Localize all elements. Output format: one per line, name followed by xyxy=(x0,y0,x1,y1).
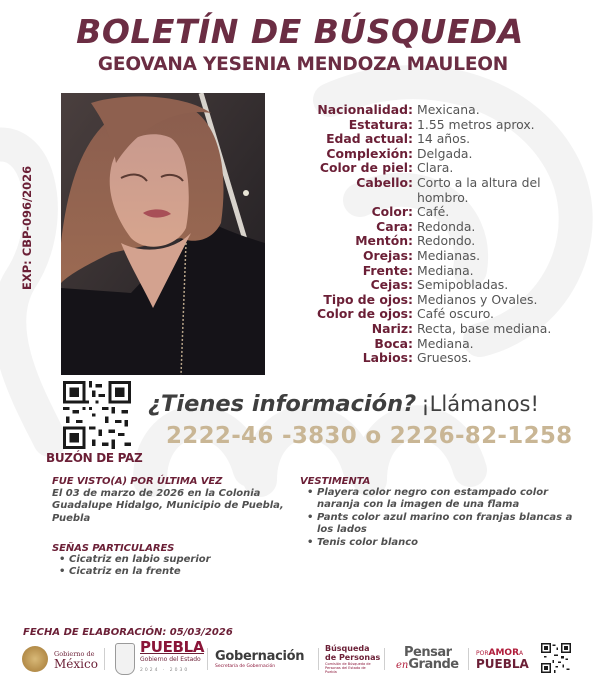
logo-text: Gobernación xyxy=(215,649,305,664)
divider xyxy=(104,648,105,670)
logo-text: Secretaría de Gobernación xyxy=(215,664,276,669)
logo-pensar-en-grande xyxy=(396,640,459,678)
logo-text: Búsqueda xyxy=(325,644,370,653)
logo-gobernacion xyxy=(215,640,304,678)
attr-label: Color: xyxy=(371,204,413,220)
attr-value: Redonda. xyxy=(417,218,476,234)
elaboration-date: FECHA DE ELABORACIÓN: 05/03/2026 xyxy=(23,627,233,638)
attr-value: Gruesos. xyxy=(417,350,472,366)
attr-label: Cabello: xyxy=(356,174,413,190)
clothing-list xyxy=(300,487,590,549)
logo-text: PUEBLA xyxy=(140,638,205,656)
logo-text: 2024 · 2030 xyxy=(140,668,190,673)
attr-row-edad xyxy=(300,132,600,147)
last-seen-text: El 03 de marzo de 2026 en la Colonia Guadalupe Hidalgo, Municipio de Puebla, Puebla xyxy=(52,488,284,524)
attr-row-color xyxy=(300,205,600,220)
photo-illustration xyxy=(61,93,265,375)
attr-label: Nacionalidad: xyxy=(317,102,413,117)
attr-value: Delgada. xyxy=(417,145,473,161)
qr-code-buzon-de-paz[interactable] xyxy=(63,381,131,449)
qr-label: BUZÓN DE PAZ xyxy=(46,451,143,465)
information-heading xyxy=(148,391,539,417)
divider xyxy=(207,648,208,670)
logo-text: POR xyxy=(476,649,489,657)
list-item: • Tenis color blanco xyxy=(300,537,590,549)
call-us-text: ¡Llámanos! xyxy=(421,392,539,416)
physical-attributes xyxy=(300,103,600,366)
phone-numbers[interactable]: 2222-46 -3830 o 2226-82-1258 xyxy=(166,423,573,449)
list-item: • Cicatriz en la frente xyxy=(52,566,292,578)
clothing-section xyxy=(300,476,590,549)
footer-logos xyxy=(22,640,582,678)
logo-text: México xyxy=(54,657,98,671)
attr-label: Edad actual: xyxy=(326,131,413,147)
attr-value: 14 años. xyxy=(417,131,471,147)
divider xyxy=(318,648,319,670)
attr-value: Café. xyxy=(417,204,450,220)
attr-value: Medianos y Ovales. xyxy=(417,291,538,307)
logo-text: AMOR xyxy=(488,647,520,658)
attr-row-menton xyxy=(300,234,600,249)
list-item: • Pants color azul marino con franjas blancas a los lados xyxy=(300,512,590,537)
list-item: • Cicatriz en labio superior xyxy=(52,554,292,566)
person-name: GEOVANA YESENIA MENDOZA MAULEON xyxy=(97,54,509,75)
attr-label: Frente: xyxy=(362,262,413,278)
attr-row-complexion xyxy=(300,147,600,162)
attr-row-cabello xyxy=(300,176,600,205)
last-seen-section xyxy=(52,476,292,525)
attr-row-orejas xyxy=(300,249,600,264)
attr-row-nariz xyxy=(300,322,600,337)
attr-value: Mediana. xyxy=(417,262,474,278)
attr-value: Corto a la altura del hombro. xyxy=(417,174,541,205)
attr-row-boca xyxy=(300,337,600,352)
divider xyxy=(384,648,385,670)
attr-label: Boca: xyxy=(374,335,413,351)
attr-label: Orejas: xyxy=(363,247,413,263)
attr-value: Redondo. xyxy=(417,233,476,249)
attr-row-estatura xyxy=(300,118,600,133)
logo-text: de Personas xyxy=(325,653,381,662)
distinguishing-marks-heading: SEÑAS PARTICULARES xyxy=(52,543,175,554)
logo-puebla-gobierno xyxy=(115,640,204,678)
attr-row-frente xyxy=(300,264,600,279)
logo-text: A xyxy=(519,649,524,657)
attr-label: Labios: xyxy=(362,350,413,366)
attr-row-color-ojos xyxy=(300,307,600,322)
attr-label: Nariz: xyxy=(371,320,413,336)
attr-label: Color de piel: xyxy=(319,160,413,176)
attr-row-cejas xyxy=(300,278,600,293)
list-item: • Playera color negro con estampado color naranja con la imagen de una flama xyxy=(300,487,590,512)
attr-row-cara xyxy=(300,220,600,235)
attr-row-tipo-ojos xyxy=(300,293,600,308)
attr-row-labios xyxy=(300,351,600,366)
logo-text: Comisión de Búsqueda de Personas del Estado de Puebla xyxy=(325,662,371,674)
case-number: EXP: CBP-096/2026 xyxy=(20,165,34,290)
attr-label: Cejas: xyxy=(370,277,413,293)
logo-gobierno-de-mexico xyxy=(22,640,98,678)
logo-por-amor-a-puebla xyxy=(476,640,529,678)
attr-label: Complexión: xyxy=(326,145,413,161)
logo-text: PUEBLA xyxy=(476,656,529,671)
attr-label: Cara: xyxy=(376,218,413,234)
logo-text: Grande xyxy=(408,657,459,672)
missing-person-photo xyxy=(61,93,265,375)
attr-label: Estatura: xyxy=(348,116,413,132)
attr-value: Mediana. xyxy=(417,335,474,351)
distinguishing-marks-list xyxy=(52,554,292,579)
attr-value: Café oscuro. xyxy=(417,306,494,322)
divider xyxy=(468,648,469,670)
attr-value: Mexicana. xyxy=(417,102,480,117)
logo-text: en xyxy=(396,660,409,671)
question-text: ¿Tienes información? xyxy=(148,391,417,417)
logo-busqueda-de-personas xyxy=(325,640,380,678)
attr-value: Recta, base mediana. xyxy=(417,320,552,336)
footer-qr-code[interactable] xyxy=(541,643,571,673)
puebla-crest-icon xyxy=(115,643,135,675)
logo-text: Gobierno de xyxy=(54,650,95,658)
logo-text: Gobierno del Estado xyxy=(140,653,204,665)
attr-label: Mentón: xyxy=(355,233,413,249)
page-title: BOLETÍN DE BÚSQUEDA xyxy=(76,12,524,51)
distinguishing-marks-section xyxy=(52,543,292,579)
attr-row-nacionalidad xyxy=(300,103,600,118)
attr-value: Clara. xyxy=(417,160,454,176)
attr-value: Semipobladas. xyxy=(417,277,509,293)
attr-label: Tipo de ojos: xyxy=(323,291,413,307)
attr-row-color-piel xyxy=(300,161,600,176)
last-seen-heading: FUE VISTO(A) POR ÚLTIMA VEZ xyxy=(52,476,223,487)
logo-text: Pensar xyxy=(404,645,452,660)
attr-label: Color de ojos: xyxy=(317,306,413,322)
attr-value: 1.55 metros aprox. xyxy=(417,116,535,132)
clothing-heading: VESTIMENTA xyxy=(300,476,371,487)
attr-value: Medianas. xyxy=(417,247,481,263)
mexico-seal-icon xyxy=(22,646,48,672)
